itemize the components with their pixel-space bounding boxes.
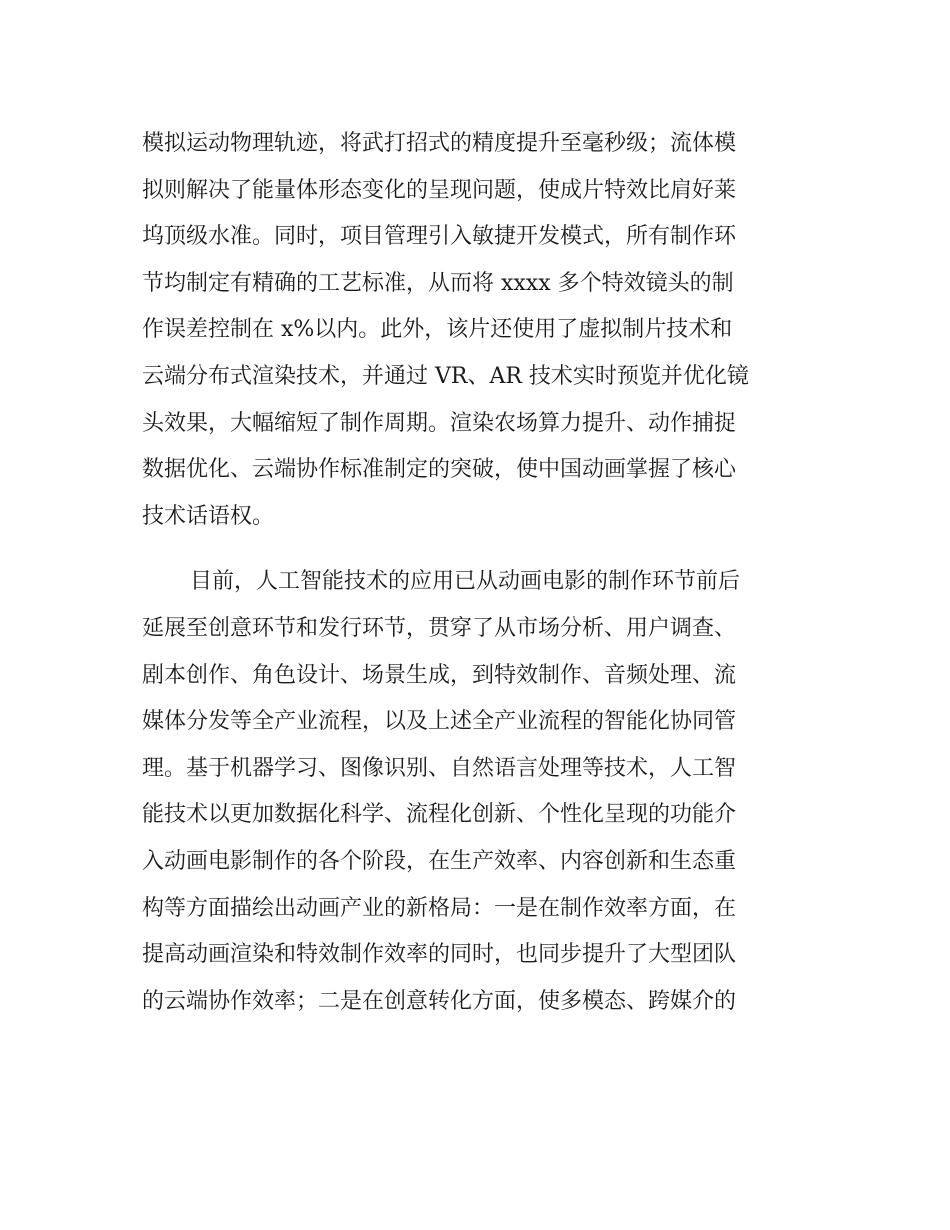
text-line: 媒体分发等全产业流程，以及上述全产业流程的智能化协同管 [142,709,737,735]
text-line: 节均制定有精确的工艺标准，从而将 xxxx 多个特效镜头的制 [142,270,734,296]
text-line: 入动画电影制作的各个阶段，在生产效率、内容创新和生态重 [142,848,737,874]
text-line: 提高动画渲染和特效制作效率的同时，也同步提升了大型团队 [142,942,737,968]
text-line: 坞顶级水准。同时，项目管理引入敏捷开发模式，所有制作环 [142,224,737,250]
text-line: 延展至创意环节和发行环节，贯穿了从市场分析、用户调查、 [142,615,737,641]
text-line: 云端分布式渲染技术，并通过 VR、AR 技术实时预览并优化镜 [142,363,749,389]
text-line-indented: 目前，人工智能技术的应用已从动画电影的制作环节前后 [190,569,741,595]
text-line: 模拟运动物理轨迹，将武打招式的精度提升至毫秒级；流体模 [142,131,737,156]
document-body [142,121,822,1025]
paragraph-gap [142,540,822,559]
text-line: 理。基于机器学习、图像识别、自然语言处理等技术，人工智 [142,755,737,781]
text-line: 头效果，大幅缩短了制作周期。渲染农场算力提升、动作捕捉 [142,410,737,436]
paragraph-2 [142,559,822,1025]
text-line: 能技术以更加数据化科学、流程化创新、个性化呈现的功能介 [142,802,737,828]
text-line: 数据优化、云端协作标准制定的突破，使中国动画掌握了核心 [142,457,737,483]
text-line: 构等方面描绘出动画产业的新格局：一是在制作效率方面，在 [142,895,737,921]
text-line: 技术话语权。 [142,503,275,529]
text-line: 的云端协作效率；二是在创意转化方面，使多模态、跨媒介的 [142,988,737,1014]
text-line: 剧本创作、角色设计、场景生成，到特效制作、音频处理、流 [142,662,737,688]
text-line: 拟则解决了能量体形态变化的呈现问题，使成片特效比肩好莱 [142,177,737,203]
paragraph-1 [142,121,822,540]
text-line: 作误差控制在 x%以内。此外，该片还使用了虚拟制片技术和 [142,317,733,343]
